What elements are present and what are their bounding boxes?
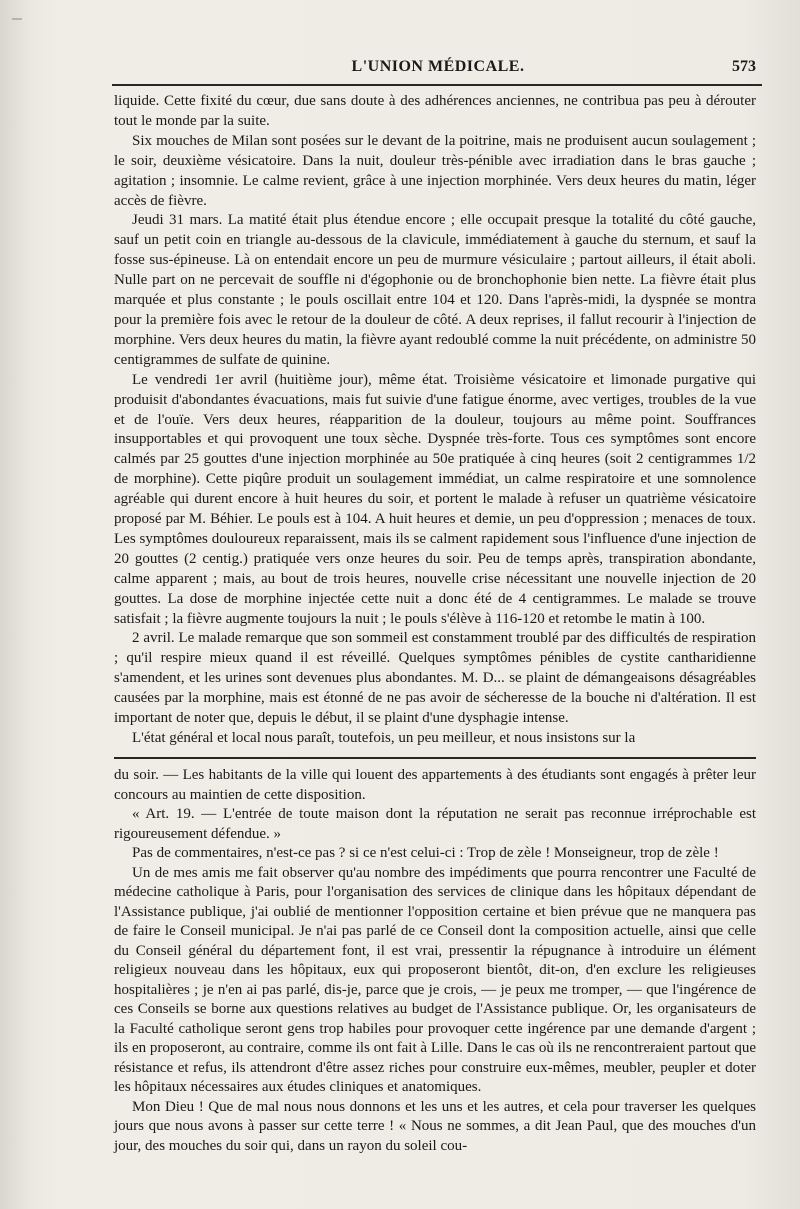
- paragraph: L'état général et local nous paraît, toutefois, un peu meilleur, et nous insistons sur la: [132, 730, 636, 746]
- running-title: L'UNION MÉDICALE.: [351, 58, 525, 75]
- paragraph: Six mouches de Milan sont posées sur le devant de la poitrine, mais ne produisent aucun soulagement ; le soir, deuxième vésicatoire. Dans la nuit, douleur très-pénible avec irradiation dans le bras gauche ; agitation ; insomnie. Le calme revient, grâce à une injection morphinée. Vers deux heures du matin, léger accès de fièvre.: [114, 132, 756, 209]
- paragraph: du soir. — Les habitants de la ville qui louent des appartements à des étudiants sont engagés à prêter leur concours au maintien de cette disposition.: [114, 767, 756, 803]
- paragraph: Pas de commentaires, n'est-ce pas ? si ce n'est celui-ci : Trop de zèle ! Monseigneur, trop de zèle !: [132, 845, 719, 861]
- bottom-section: [114, 766, 756, 1156]
- section-divider: [114, 757, 756, 759]
- page-number: 573: [732, 58, 756, 75]
- paragraph: Jeudi 31 mars. La matité était plus étendue encore ; elle occupait presque la totalité du côté gauche, sauf un petit coin en triangle au-dessous de la clavicule, immédiatement à gauche du sternum, et sauf la fosse sus-épineuse. Là on entendait encore un peu de murmure vésiculaire ; partout ailleurs, il était aboli. Nulle part on ne percevait de souffle ni d'égophonie ou de bronchophonie bien nette. La fièvre était plus marquée et plus constante ; le pouls oscillait entre 104 et 120. Dans l'après-midi, la dyspnée se montra pour la première fois avec le retour de la douleur de côté. A deux reprises, il fallut recourir à l'injection de morphine. Vers deux heures du matin, la fièvre ayant redoublé comme la nuit précédente, on administre 50 centigrammes de sulfate de quinine.: [114, 212, 756, 368]
- page-header: [112, 56, 764, 82]
- paragraph: Le vendredi 1er avril (huitième jour), même état. Troisième vésicatoire et limonade purgative qui produisit d'abondantes évacuations, mais fut suivie d'une fatigue énorme, avec vertiges, troubles de la vue et de l'ouïe. Vers deux heures, réapparition de la douleur, toujours au même point. Souffrances insupportables et qui provoquent une toux sèche. Dyspnée très-forte. Tous ces symptômes sont encore calmés par 25 gouttes d'une injection morphinée au 50e pratiquée à cinq heures (soit 2 centigrammes 1/2 de morphine). Cette piqûre produit un soulagement immédiat, un calme respiratoire et une somnolence agréable qui durent encore à huit heures du soir, et portent le malade à refuser un quatrième vésicatoire proposé par M. Béhier. Le pouls est à 104. A huit heures et demie, un peu d'oppression ; menaces de toux. Les symptômes douloureux reparaissent, mais ils se calment rapidement sous l'influence d'une injection de 20 gouttes (2 centig.) pratiquée vers onze heures du soir. Peu de temps après, transpiration abondante, calme apparent ; mais, au bout de trois heures, nouvelle crise nécessitant une nouvelle injection de 20 gouttes. La dose de morphine injectée cette nuit a donc été de 4 centigrammes. Le malade se trouve satisfait ; la fièvre augmente toujours la nuit ; le pouls s'élève à 116-120 et retombe le matin à 100.: [114, 371, 756, 627]
- header-rule: [112, 84, 762, 86]
- paragraph: Mon Dieu ! Que de mal nous nous donnons et les uns et les autres, et cela pour traverser les quelques jours que nous avons à passer sur cette terre ! « Nous ne sommes, a dit Jean Paul, que des mouches d'un jour, des mouches du soir qui, dans un rayon du soleil cou-: [114, 1098, 756, 1154]
- paragraph: liquide. Cette fixité du cœur, due sans doute à des adhérences anciennes, ne contribua pas peu à dérouter tout le monde par la suite.: [114, 93, 756, 129]
- top-section: [114, 92, 756, 749]
- scan-mark: [12, 18, 22, 20]
- paragraph: Un de mes amis me fait observer qu'au nombre des impédiments que pourra rencontrer une Faculté de médecine catholique à Paris, pour l'organisation des services de clinique dans les hôpitaux dépendant de l'Assistance publique, j'ai oublié de mentionner l'opposition certaine et bien prévue que ne manquera pas de faire le Conseil municipal. Je n'ai pas parlé de ce Conseil dont la composition actuelle, ainsi que celle du Conseil général du département font, il est vrai, pressentir la répugnance à introduire un élément religieux nouveau dans les hôpitaux, eux qui proposeront bientôt, dit-on, d'en exclure les religieuses hospitalières ; je n'en ai pas parlé, dis-je, parce que je crois, — je peux me tromper, — que l'ingérence de ces Conseils se borne aux questions relatives au budget de l'Assistance publique. Or, les organisateurs de la Faculté catholique seront gens trop habiles pour provoquer cette ingérence par une demande d'argent ; ils en proposeront, au contraire, comme ils ont fait à Lille. Dans le cas où ils ne rencontreraient partout que résistance et refus, ils attendront d'être assez riches pour construire eux-mêmes, meubler, peupler et doter les hôpitaux nécessaires aux études cliniques et anatomiques.: [114, 864, 756, 1095]
- paragraph: « Art. 19. — L'entrée de toute maison dont la réputation ne serait pas reconnue irréprochable est rigoureusement défendue. »: [114, 806, 756, 842]
- paragraph: 2 avril. Le malade remarque que son sommeil est constamment troublé par des difficultés de respiration ; qu'il respire mieux quand il est réveillé. Quelques symptômes pénibles de cystite cantharidienne s'amendent, et les urines sont devenues plus abondantes. M. D... se plaint de démangeaisons désagréables causées par la morphine, mais est étonné de ne pas avoir de sécheresse de la bouche ni d'altération. Il est important de noter que, depuis le début, il se plaint d'une dysphagie intense.: [114, 630, 756, 727]
